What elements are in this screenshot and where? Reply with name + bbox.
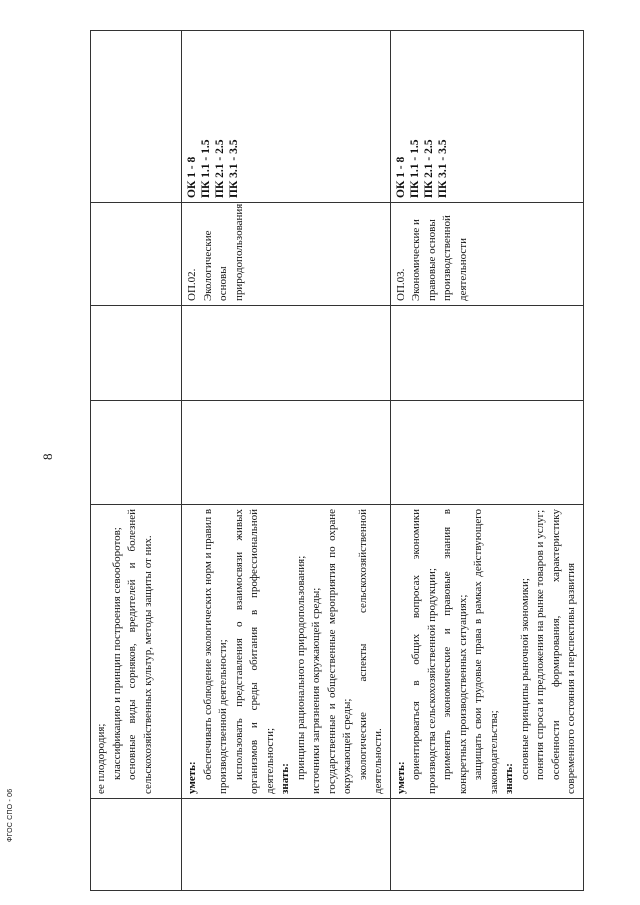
row3-znat-item-3: особенности формирования, характеристику современного состояния и перспективы развития xyxy=(549,509,577,794)
row2-col-discipline xyxy=(182,203,391,306)
row2-competency-4: ПК 3.1 - 3.5 xyxy=(228,139,240,198)
row2-col-index xyxy=(182,799,391,891)
rotated-table xyxy=(90,31,577,891)
row2-col-hours2 xyxy=(182,306,391,401)
row3-discipline-code: ОП.03. xyxy=(394,268,407,301)
row3-col-hours xyxy=(390,401,583,505)
row2-competency-1: ОК 1 - 8 xyxy=(186,156,198,198)
row2-umet-item-1: обеспечивать соблюдение экологических норм и правил в производственной деятельности; xyxy=(201,508,229,794)
row3-umet-item-2: применять экономические и правовые знания в конкретных производственных ситуациях; xyxy=(441,509,469,794)
row2-znat-item-2: источники загрязнения окружающей среды; xyxy=(310,587,322,794)
row3-competency-3: ПК 2.1 - 2.5 xyxy=(422,139,435,198)
row1-line-1: ее плодородия; xyxy=(95,723,107,794)
row2-content-cell xyxy=(182,505,391,799)
table-row xyxy=(182,31,391,891)
row1-col-hours2 xyxy=(91,306,182,401)
row2-znat-item-1: принципы рационального природопользования; xyxy=(294,555,307,780)
row3-znat-item-2: понятия спроса и предложения на рынке товаров и услуг; xyxy=(534,509,546,780)
row3-col-discipline xyxy=(390,203,583,306)
row3-col-hours2 xyxy=(390,306,583,401)
row3-content-cell xyxy=(390,505,583,799)
row3-competency-1: ОК 1 - 8 xyxy=(394,156,407,198)
row2-umet-label: уметь: xyxy=(186,761,198,794)
row2-competency-3: ПК 2.1 - 2.5 xyxy=(214,139,226,198)
row2-discipline-name: Экологические основы природопользования xyxy=(201,203,245,301)
table-row xyxy=(91,31,182,891)
row2-discipline-code: ОП.02. xyxy=(186,268,198,301)
row2-umet-item-2: использовать представления о взаимосвязи живых организмов и среды обитания в профессиональной деятельности; xyxy=(232,509,276,794)
row3-col-index xyxy=(390,799,583,891)
row1-col-competencies xyxy=(91,31,182,203)
row2-col-hours xyxy=(182,401,391,505)
row3-competency-2: ПК 1.1 - 1.5 xyxy=(408,139,421,198)
row1-line-3: основные виды сорняков, вредителей и болезней сельскохозяйственных культур, методы защиты от них. xyxy=(126,509,154,794)
row1-col-index xyxy=(91,799,182,891)
row2-znat-label: знать: xyxy=(279,763,291,794)
row3-znat-item-1: основные принципы рыночной экономики; xyxy=(518,578,531,780)
row1-line-2: классификацию и принцип построения севооборотов; xyxy=(110,527,123,780)
row2-znat-item-4: экологические аспекты сельскохозяйственной деятельности. xyxy=(356,509,384,794)
row2-znat-item-3: государственные и общественные мероприятия по охране окружающей среды; xyxy=(325,509,353,794)
row1-col-discipline xyxy=(91,203,182,306)
row3-umet-item-1: ориентироваться в общих вопросах экономики производства сельскохозяйственной продукции; xyxy=(410,509,438,794)
row3-umet-item-3: защищать свои трудовые права в рамках действующего законодательства; xyxy=(472,509,500,794)
footer-doc-code: ФГОС СПО - 06 xyxy=(7,788,14,842)
row2-competency-2: ПК 1.1 - 1.5 xyxy=(200,139,212,198)
row3-discipline-name: Экономические и правовые основы производственной деятельности xyxy=(410,215,469,301)
row2-col-competencies xyxy=(182,31,391,203)
row3-competency-4: ПК 3.1 - 3.5 xyxy=(436,139,449,198)
page-number: 8 xyxy=(40,453,55,460)
row3-umet-label: уметь: xyxy=(394,761,407,794)
row3-col-competencies xyxy=(390,31,583,203)
row1-col-hours xyxy=(91,401,182,505)
table-row xyxy=(390,31,583,891)
row3-znat-label: знать: xyxy=(503,763,515,794)
competency-table xyxy=(90,30,584,891)
row1-content-cell xyxy=(91,505,182,799)
